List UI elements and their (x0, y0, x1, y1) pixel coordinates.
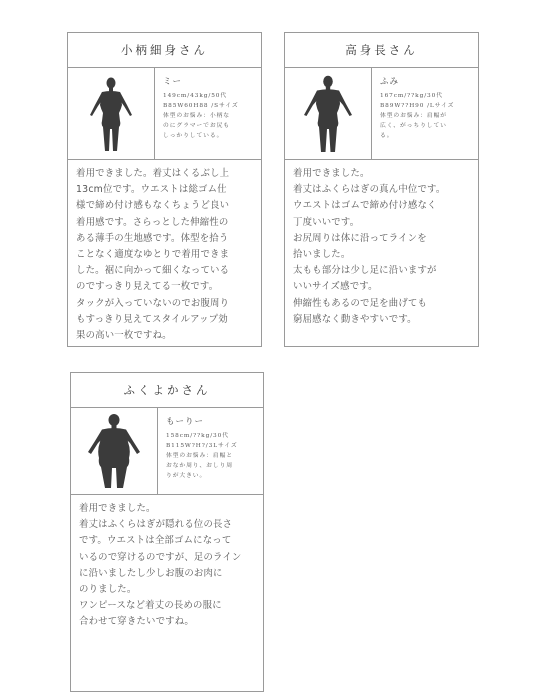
comment-line: 太もも部分は少し足に沿いますが (293, 265, 437, 277)
model-card-tall (284, 32, 479, 347)
card-title: 高身長さん (285, 33, 478, 68)
comment-line: のですっきり見えてる一枚です。 (76, 281, 219, 293)
fitting-comment (285, 160, 478, 334)
model-card-plus (70, 372, 264, 692)
body-silhouette-icon (285, 68, 372, 159)
model-info (155, 68, 261, 159)
comment-line: タックが入っていないのでお腹周り (76, 297, 230, 309)
model-card-petite (67, 32, 262, 347)
model-stats: 158cm/??kg/30代 B115W?H?/3Lサイズ 体型のお悩み：肩幅と おなか周り、おしり周 りが大きい。 (166, 433, 238, 479)
comment-line: 着用できました。 (293, 168, 370, 179)
comment-line: 拾いました。 (293, 249, 351, 261)
fitting-comment (68, 160, 261, 350)
model-info (158, 408, 263, 494)
model-name: ふみ (380, 77, 400, 87)
comment-line: した。裾に向かって細くなっている (76, 265, 230, 277)
comment-line: 着用感です。さらっとした伸縮性の (76, 216, 229, 228)
comment-line: 丁度いいです。 (293, 216, 360, 228)
comment-line: 着用できました。 (79, 503, 156, 514)
comment-line: 伸縮性もあるので足を曲げても (293, 297, 428, 309)
comment-line: もすっきり見えてスタイルアップ効 (76, 313, 228, 325)
comment-line: ある薄手の生地感です。体型を拾う (76, 232, 229, 244)
model-stats: 167cm/??kg/30代 B89W??H90 /Lサイズ 体型のお悩み：肩幅が 広く、がっちりしてい る。 (380, 93, 455, 139)
comment-line: ワンピースなど着丈の長めの服に (79, 600, 222, 612)
fitting-comment (71, 495, 263, 637)
comment-line: 着用できました。着丈はくるぶし上 (76, 168, 230, 179)
body-silhouette-icon (71, 408, 158, 494)
comment-line: 窮屈感なく動きやすいです。 (293, 313, 417, 325)
model-name: もーりー (166, 417, 205, 427)
model-profile (285, 68, 478, 160)
comment-line: ウエストはゴムで締め付け感なく (293, 200, 437, 212)
comment-line: 着丈はふくらはぎが隠れる位の長さ (79, 519, 233, 531)
body-silhouette-icon (68, 68, 155, 159)
comment-line: 着丈はふくらはぎの真ん中位です。 (293, 184, 446, 196)
comment-line: いいサイズ感です。 (293, 281, 378, 293)
comment-line: のりました。 (79, 584, 137, 596)
card-title: 小柄細身さん (68, 33, 261, 68)
comment-line: 合わせて穿きたいですね。 (79, 616, 194, 628)
model-name: ミー (163, 77, 183, 87)
comment-line: に沿いましたし少しお腹のお肉に (79, 567, 223, 579)
comment-line: 果の高い一枚ですね。 (76, 330, 172, 342)
model-info (372, 68, 478, 159)
comment-line: ことなく適度なゆとりで着用できま (76, 249, 230, 261)
comment-line: いるので穿けるのですが、足のライン (79, 551, 242, 563)
model-profile (71, 408, 263, 495)
card-title: ふくよかさん (71, 373, 263, 408)
model-stats: 149cm/43kg/50代 B85W60H88 /Sサイズ 体型のお悩み：小柄な のにグラマーでお尻も しっかりしている。 (163, 93, 239, 139)
comment-line: 13cm位です。ウエストは総ゴム仕 (76, 184, 227, 196)
model-profile (68, 68, 261, 160)
comment-line: です。ウエストは全部ゴムになって (79, 535, 232, 547)
comment-line: お尻周りは体に沿ってラインを (293, 232, 427, 244)
comment-line: 様で締め付け感もなくちょうど良い (76, 200, 230, 212)
